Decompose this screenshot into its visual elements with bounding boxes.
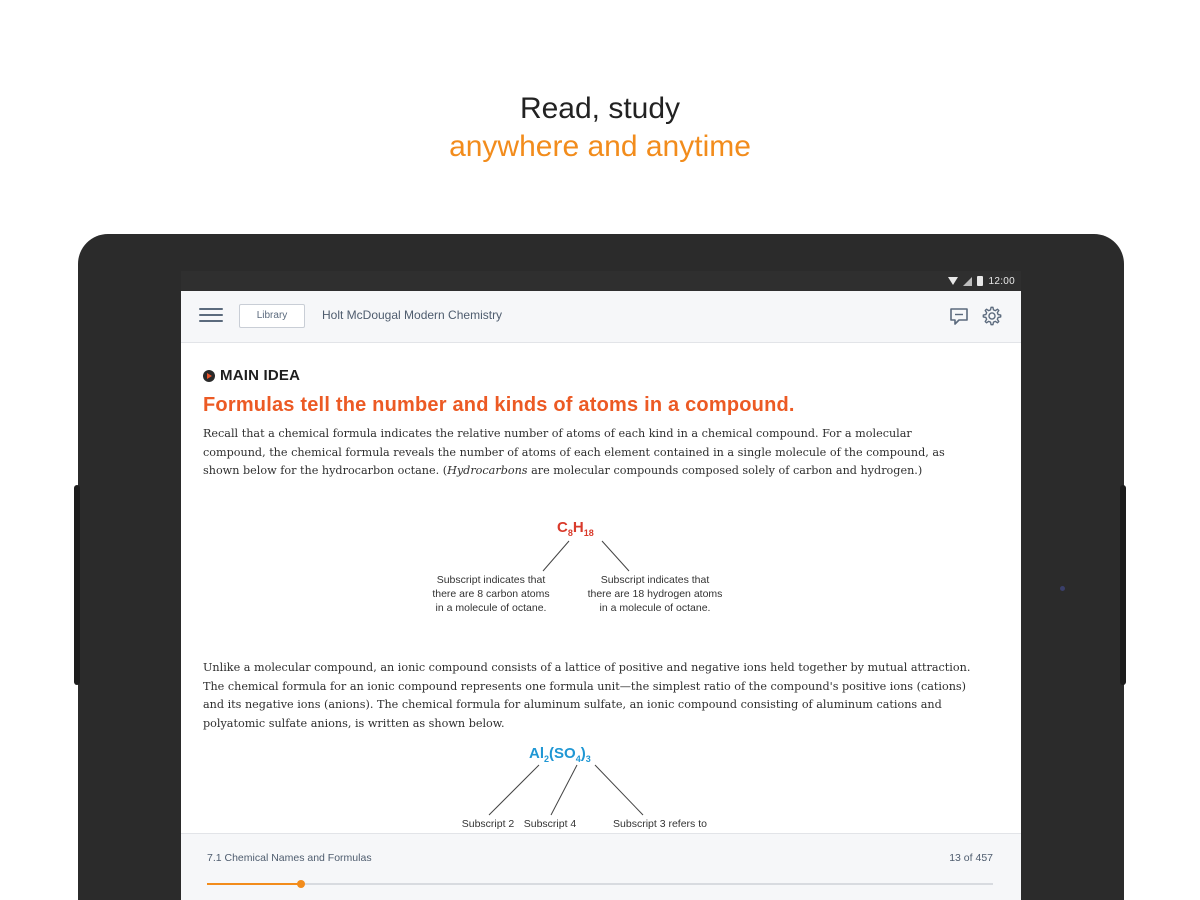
signal-icon [963,277,972,286]
section-headline: Formulas tell the number and kinds of atoms in a compound. [203,394,795,416]
octane-formula: $C_8H_{18}$ [557,519,594,538]
hero-title: Read, study [519,92,681,125]
tablet-side-edge-right [1120,485,1126,685]
wifi-icon [948,277,958,285]
library-button[interactable]: Library [239,304,305,328]
tablet-side-edge-left [74,485,80,685]
status-bar [181,271,1021,291]
comment-icon[interactable] [949,307,969,325]
octane-formula-figure [181,519,1021,619]
hero-caption [0,90,1200,166]
page-counter: 13 of 457 [949,852,993,864]
tablet-screen [181,271,1021,900]
main-idea-heading [203,367,973,384]
aluminum-note-subscript-2: Subscript 2 [461,818,515,830]
reader-footer [181,833,1021,900]
octane-note-hydrogen: Subscript indicates that there are 18 hydrogen atoms in a molecule of octane. [587,574,723,614]
app-toolbar [181,291,1021,343]
battery-icon [977,276,983,286]
aluminum-note-subscript-3: Subscript 3 refers to [613,818,707,830]
aluminum-note-subscript-4: Subscript 4 [523,818,577,830]
hero-subtitle: anywhere and anytime [449,130,751,163]
paragraph-2: Unlike a molecular compound, an ionic compound consists of a lattice of positive and negative ions held together by mutual attraction. The chemical formula for an ionic compound represents one formula unit—the simplest ratio of the compound's positive ions (cations) and its negative ions (anions). The chemical formula for aluminum sulfate, an ionic compound consisting of aluminum cations and polyatomic sulfate anions, is written as shown below. [203,661,971,730]
chapter-title[interactable]: 7.1 Chemical Names and Formulas [207,852,372,864]
reading-content [203,367,973,481]
progress-handle[interactable] [297,880,305,888]
camera-sensor [1060,586,1065,591]
octane-note-carbon: Subscript indicates that there are 8 carbon atoms in a molecule of octane. [432,574,550,614]
aluminum-pointer-lines [181,745,1021,825]
hamburger-menu-icon[interactable] [199,308,223,324]
play-bullet-icon [203,370,215,382]
reading-progress-slider[interactable] [207,883,993,885]
octane-pointer-lines [181,519,1021,579]
book-title: Holt McDougal Modern Chemistry [322,308,503,322]
progress-fill [207,883,301,885]
paragraph-1: Recall that a chemical formula indicates the relative number of atoms of each kind in a chemical compound. For a molecular compound, the chemical formula reveals the number of atoms of each element contained in a single molecule of the compound, as shown below for the hydrocarbon octane. (Hydrocarbons are molecular compounds composed solely of carbon and hydrogen.) [203,427,945,477]
main-idea-label: MAIN IDEA [220,367,301,384]
aluminum-sulfate-formula: $Al_2(SO_4)_3$ [529,745,591,764]
gear-icon[interactable] [981,305,1003,327]
status-clock: 12:00 [988,275,1015,287]
aluminum-sulfate-figure [181,745,1021,845]
